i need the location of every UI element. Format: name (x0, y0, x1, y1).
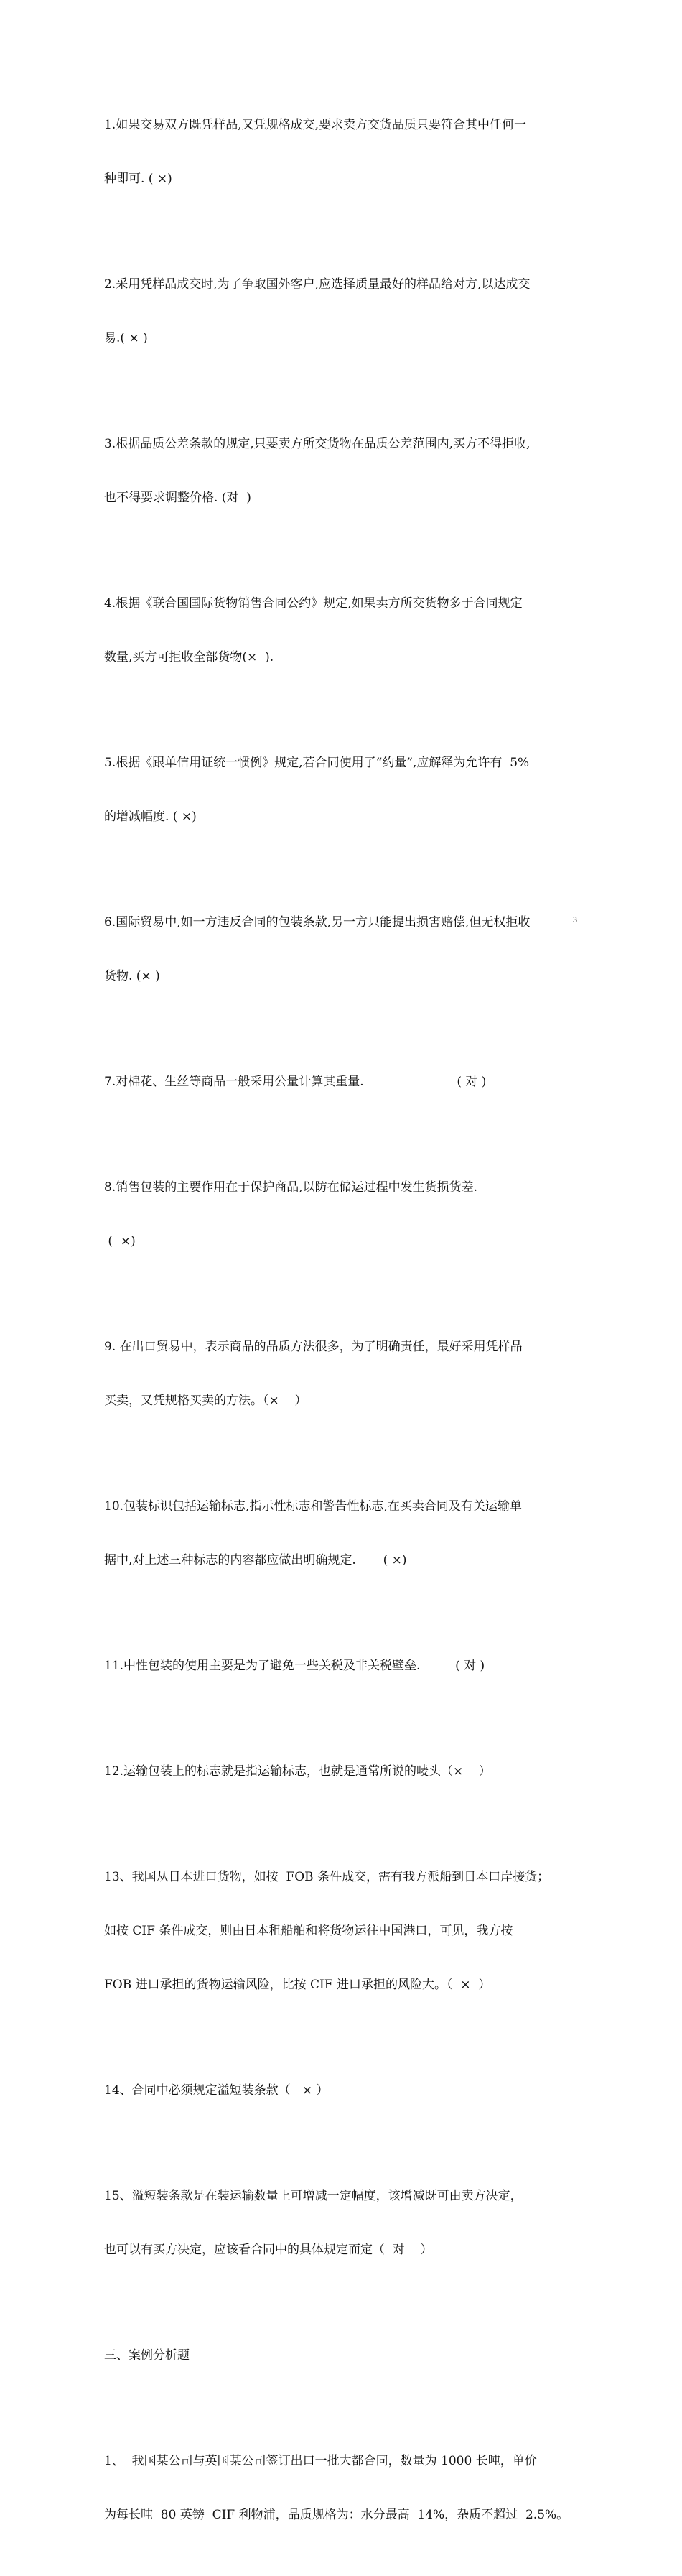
section-heading (104, 2311, 592, 2401)
text-line: 15、溢短装条款是在装运输数量上可增减一定幅度，该增减既可由卖方决定， (104, 2189, 523, 2203)
text-line: 三、案例分析题 (104, 2348, 190, 2363)
paragraph-11 (104, 1621, 592, 1711)
paragraph-6 (104, 878, 592, 1021)
text-line: 1、 我国某公司与英国某公司签订出口一批大都合同，数量为 1000 长吨，单价 (104, 2454, 537, 2468)
paragraph-5 (104, 718, 592, 862)
text-line: 6.国际贸易中,如一方违反合同的包装条款,另一方只能提出损害赔偿,但无权拒收 (104, 915, 531, 930)
text-line: 14、合同中必须规定溢短装条款（ × ） (104, 2083, 329, 2098)
text-line: 货物. (× ) (104, 969, 160, 983)
paragraph-15 (104, 2151, 592, 2295)
text-line: 也不得要求调整价格. (对 ) (104, 491, 251, 505)
paragraph-14 (104, 2046, 592, 2136)
text-line: 5.根据《跟单信用证统一惯例》规定,若合同使用了“约量”,应解释为允许有 5% (104, 756, 530, 770)
page-number: 3 (573, 914, 577, 925)
text-line: 也可以有买方决定，应该看合同中的具体规定而定（ 对 ） (104, 2243, 433, 2257)
paragraph-8 (104, 1143, 592, 1287)
text-line: 的增减幅度. ( ×) (104, 810, 197, 824)
text-line: 买卖，又凭规格买卖的方法。（× ） (104, 1394, 307, 1408)
text-line: 8.销售包装的主要作用在于保护商品,以防在储运过程中发生货损货差. (104, 1180, 478, 1195)
text-line: 数量,买方可拒收全部货物(× ). (104, 650, 274, 664)
text-line: 为每长吨 80 英镑 CIF 利物浦，品质规格为：水分最高 14%，杂质不超过 2.5%。 (104, 2508, 569, 2522)
text-line: 4.根据《联合国国际货物销售合同公约》规定,如果卖方所交货物多于合同规定 (104, 596, 523, 611)
paragraph-10 (104, 1462, 592, 1606)
text-line: 如按 CIF 条件成交，则由日本租船舶和将货物运往中国港口，可见，我方按 (104, 1924, 513, 1938)
paragraph-1 (104, 80, 592, 224)
paragraph-4 (104, 559, 592, 703)
text-line: ( ×) (104, 1234, 136, 1248)
paragraph-13 (104, 1833, 592, 2030)
text-line: 2.采用凭样品成交时,为了争取国外客户,应选择质量最好的样品给对方,以达成交 (104, 277, 531, 292)
paragraph-12 (104, 1727, 592, 1817)
paragraph-9 (104, 1302, 592, 1446)
paragraph-2 (104, 240, 592, 384)
paragraph-7 (104, 1037, 592, 1127)
text-line: 12.运输包装上的标志就是指运输标志，也就是通常所说的唛头（× ） (104, 1764, 491, 1779)
text-line: 13、我国从日本进口货物，如按 FOB 条件成交，需有我方派船到日本口岸接货； (104, 1870, 550, 1884)
paragraph-3 (104, 399, 592, 543)
text-line: 10.包装标识包括运输标志,指示性标志和警告性标志,在买卖合同及有关运输单 (104, 1499, 522, 1514)
text-line: 1.如果交易双方既凭样品,又凭规格成交,要求卖方交货品质只要符合其中任何一 (104, 118, 527, 132)
text-line: FOB 进口承担的货物运输风险，比按 CIF 进口承担的风险大。（ × ） (104, 1978, 491, 1992)
text-line: 9. 在出口贸易中，表示商品的品质方法很多，为了明确责任，最好采用凭样品 (104, 1340, 523, 1354)
text-line: 3.根据品质公差条款的规定,只要卖方所交货物在品质公差范围内,买方不得拒收, (104, 437, 531, 451)
text-line: 易.( × ) (104, 331, 148, 346)
text-line: 11.中性包装的使用主要是为了避免一些关税及非关税壁垒. ( 对 ) (104, 1659, 485, 1673)
document-body (104, 80, 592, 2576)
text-line: 种即可. ( ×) (104, 172, 172, 186)
text-line: 据中,对上述三种标志的内容都应做出明确规定. ( ×) (104, 1553, 407, 1567)
case-paragraph-1 (104, 2417, 592, 2560)
text-line: 7.对棉花、生丝等商品一般采用公量计算其重量. ( 对 ) (104, 1075, 487, 1089)
